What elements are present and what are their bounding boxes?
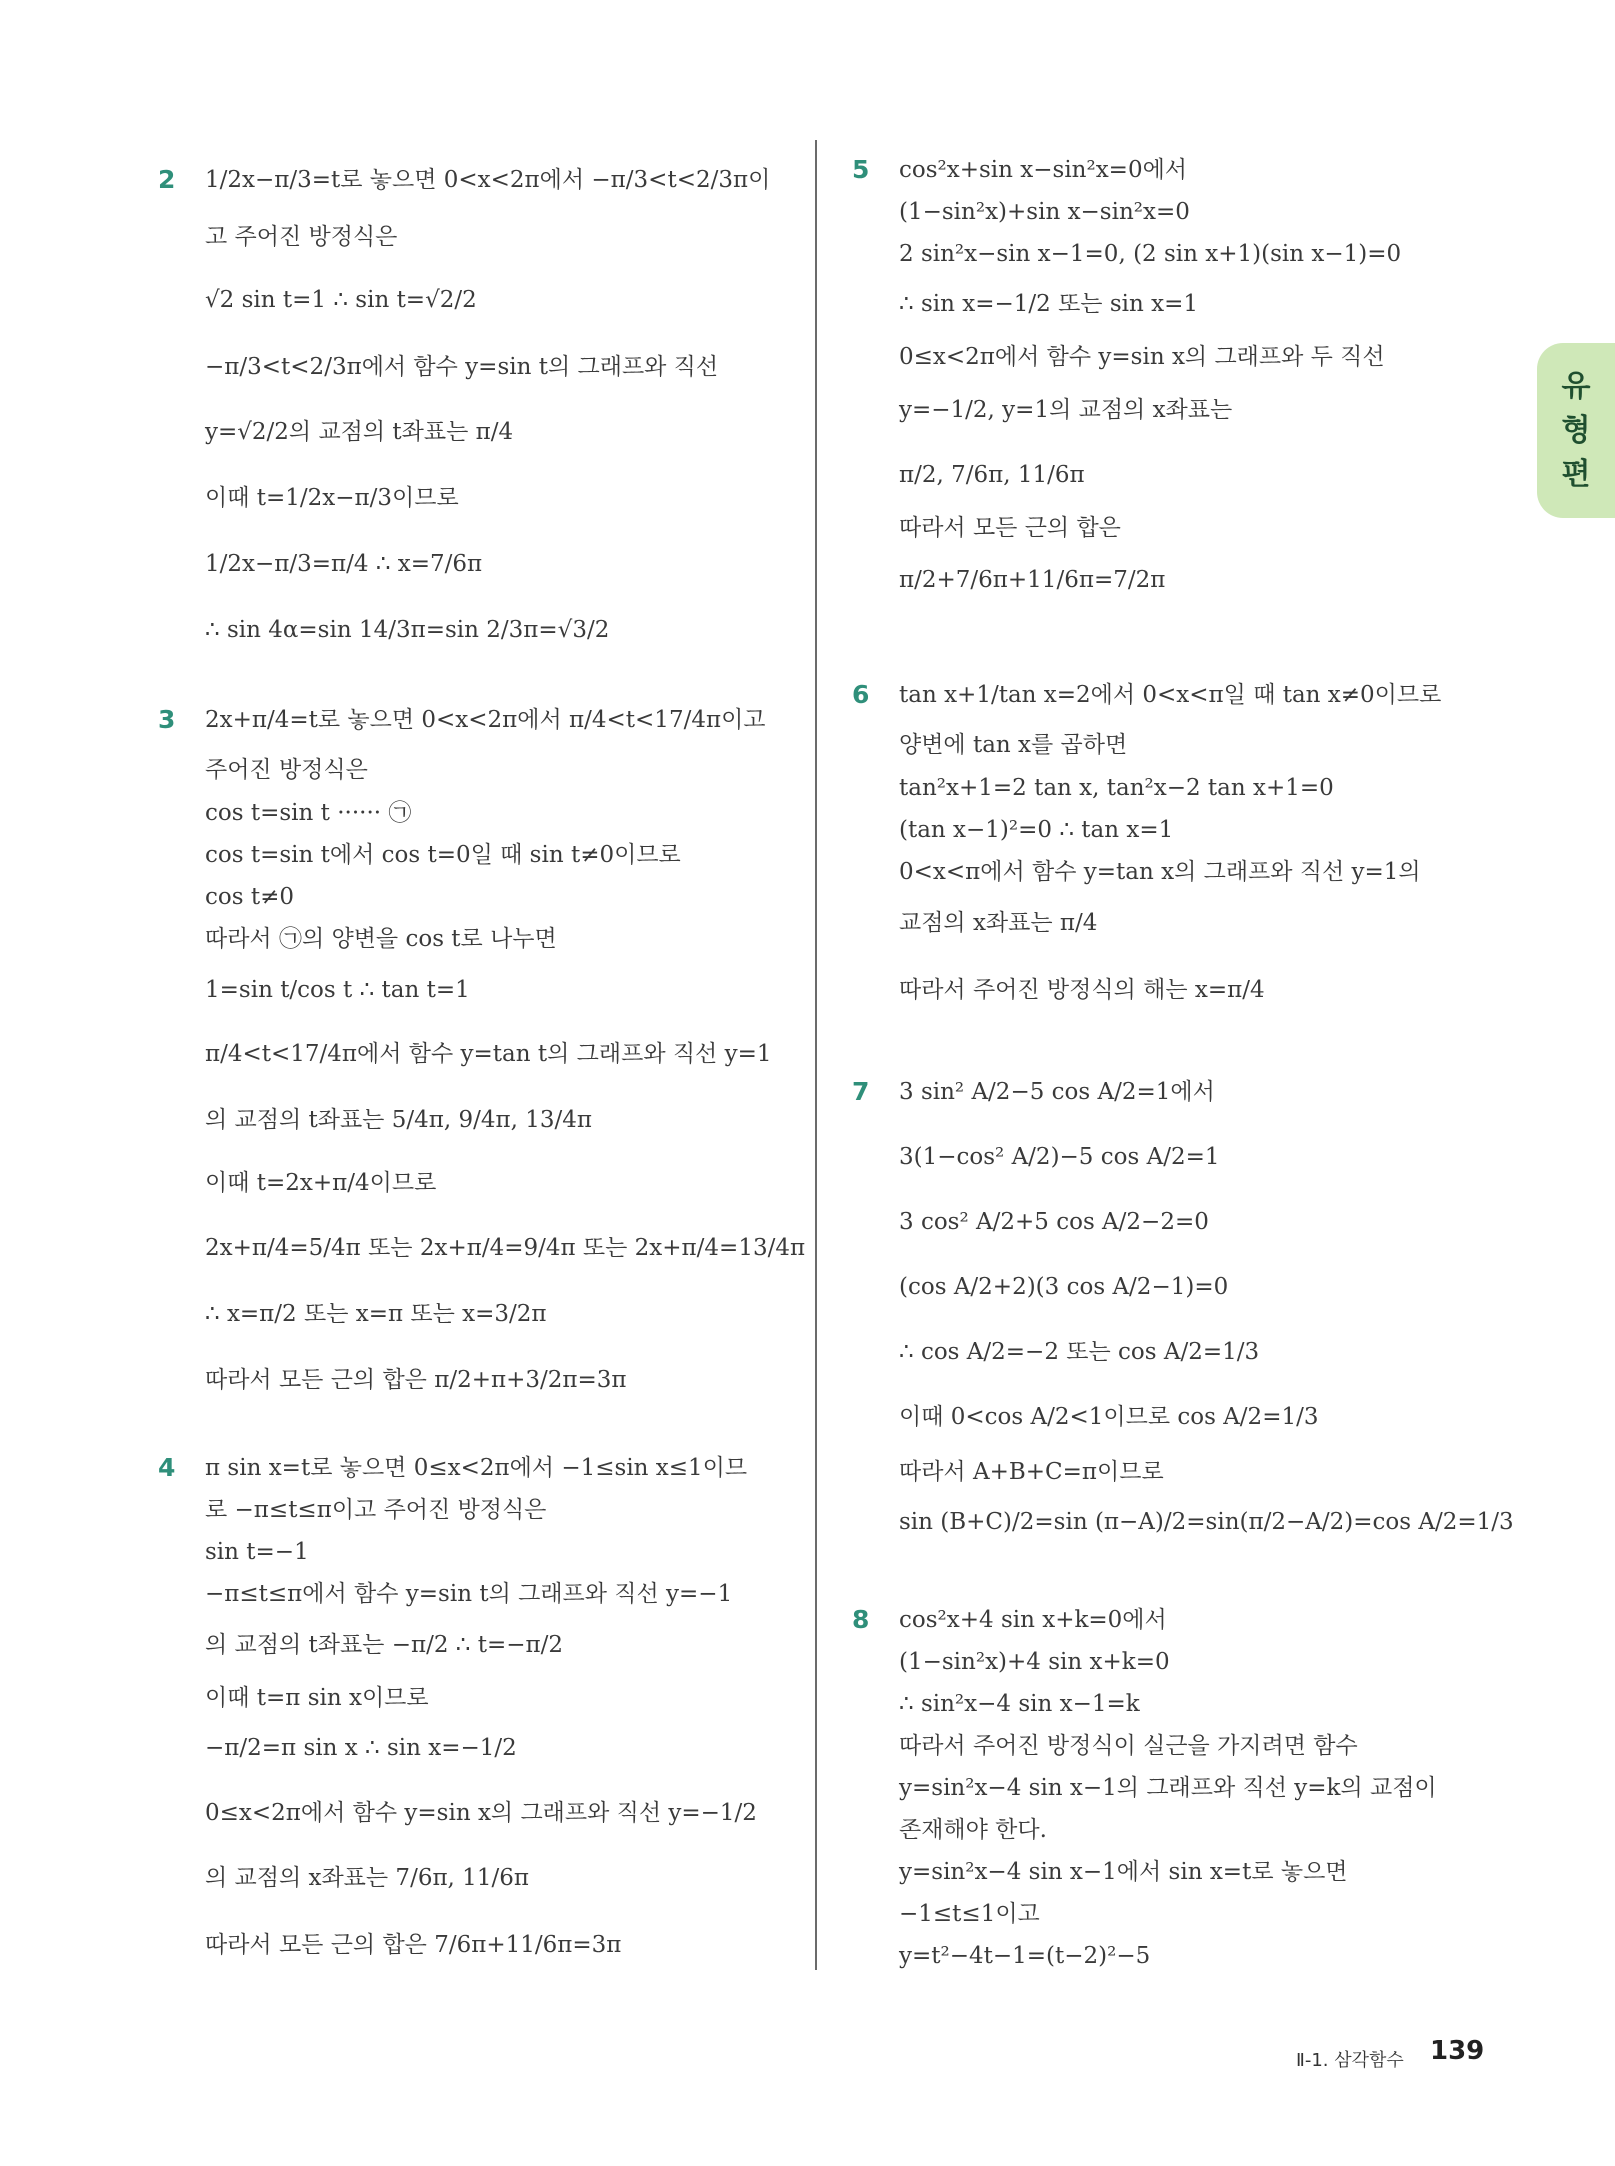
problem-number: 7 (852, 1077, 870, 1106)
solution-line: cos²x+4 sin x+k=0에서 (899, 1607, 1167, 1633)
solution-line: 2x+π/4=t로 놓으면 0<x<2π에서 π/4<t<17/4π이고 (205, 707, 766, 733)
solution-line: 3 cos² A/2+5 cos A/2−2=0 (899, 1209, 1209, 1235)
solution-line: cos t=sin t ······ ㉠ (205, 800, 412, 826)
footer-section-label: Ⅱ-1. 삼각함수 (1296, 2050, 1404, 2071)
column-divider (815, 140, 817, 1970)
solution-line: ∴ x=π/2 또는 x=π 또는 x=3/2π (205, 1301, 547, 1327)
solution-line: 이때 t=π sin x이므로 (205, 1685, 429, 1711)
problem-number: 8 (852, 1605, 870, 1634)
page-number: 139 (1430, 2036, 1485, 2066)
solution-line: ∴ sin 4α=sin 14/3π=sin 2/3π=√3/2 (205, 617, 610, 643)
solution-line: y=−1/2, y=1의 교점의 x좌표는 (899, 397, 1233, 423)
solution-line: tan x+1/tan x=2에서 0<x<π일 때 tan x≠0이므로 (899, 682, 1442, 708)
section-tab (1537, 343, 1615, 518)
solution-line: y=√2/2의 교점의 t좌표는 π/4 (205, 419, 514, 445)
solution-line: ∴ sin x=−1/2 또는 sin x=1 (899, 291, 1198, 317)
solution-line: 따라서 모든 근의 합은 (899, 515, 1121, 541)
solution-line: 2x+π/4=5/4π 또는 2x+π/4=9/4π 또는 2x+π/4=13/4π (205, 1235, 806, 1261)
solution-line: 따라서 ㉠의 양변을 cos t로 나누면 (205, 926, 557, 952)
solution-line: 3(1−cos² A/2)−5 cos A/2=1 (899, 1144, 1220, 1170)
solution-line: 따라서 주어진 방정식의 해는 x=π/4 (899, 977, 1265, 1003)
solution-line: y=t²−4t−1=(t−2)²−5 (899, 1943, 1151, 1969)
solution-line: 로 −π≤t≤π이고 주어진 방정식은 (205, 1497, 547, 1523)
solution-line: 존재해야 한다. (899, 1817, 1047, 1843)
solution-line: tan²x+1=2 tan x, tan²x−2 tan x+1=0 (899, 775, 1334, 801)
problem-number: 5 (852, 155, 870, 184)
solution-line: 의 교점의 t좌표는 5/4π, 9/4π, 13/4π (205, 1107, 592, 1133)
solution-line: 1=sin t/cos t ∴ tan t=1 (205, 977, 470, 1003)
solution-line: 양변에 tan x를 곱하면 (899, 732, 1128, 758)
solution-line: 의 교점의 t좌표는 −π/2 ∴ t=−π/2 (205, 1632, 564, 1658)
problem-number: 3 (158, 705, 176, 734)
solution-line: 3 sin² A/2−5 cos A/2=1에서 (899, 1079, 1215, 1105)
solution-line: (cos A/2+2)(3 cos A/2−1)=0 (899, 1274, 1229, 1300)
solution-line: ∴ cos A/2=−2 또는 cos A/2=1/3 (899, 1339, 1260, 1365)
solution-line: cos t=sin t에서 cos t=0일 때 sin t≠0이므로 (205, 842, 681, 868)
solution-line: 이때 t=1/2x−π/3이므로 (205, 485, 459, 511)
solution-line: π/4<t<17/4π에서 함수 y=tan t의 그래프와 직선 y=1 (205, 1041, 772, 1067)
solution-line: −π/2=π sin x ∴ sin x=−1/2 (205, 1735, 517, 1761)
solution-line: cos²x+sin x−sin²x=0에서 (899, 157, 1188, 183)
solution-line: 주어진 방정식은 (205, 757, 368, 783)
solution-line: 의 교점의 x좌표는 7/6π, 11/6π (205, 1865, 529, 1891)
solution-line: 따라서 모든 근의 합은 π/2+π+3/2π=3π (205, 1367, 627, 1393)
solution-line: ∴ sin²x−4 sin x−1=k (899, 1691, 1140, 1717)
section-tab-label: 유 형 편 (1561, 369, 1591, 492)
solution-line: π/2, 7/6π, 11/6π (899, 462, 1085, 488)
problem-number: 6 (852, 680, 870, 709)
solution-line: sin t=−1 (205, 1539, 309, 1565)
solution-line: (1−sin²x)+sin x−sin²x=0 (899, 199, 1190, 225)
solution-line: 0≤x<2π에서 함수 y=sin x의 그래프와 직선 y=−1/2 (205, 1800, 757, 1826)
problem-number: 4 (158, 1453, 176, 1482)
solution-line: 고 주어진 방정식은 (205, 224, 398, 250)
solution-line: π sin x=t로 놓으면 0≤x<2π에서 −1≤sin x≤1이므 (205, 1455, 748, 1481)
solution-line: −π≤t≤π에서 함수 y=sin t의 그래프와 직선 y=−1 (205, 1581, 733, 1607)
solution-line: 따라서 모든 근의 합은 7/6π+11/6π=3π (205, 1932, 622, 1958)
solution-line: cos t≠0 (205, 884, 294, 910)
solution-line: (1−sin²x)+4 sin x+k=0 (899, 1649, 1170, 1675)
solution-line: (tan x−1)²=0 ∴ tan x=1 (899, 817, 1174, 843)
solution-line: 1/2x−π/3=t로 놓으면 0<x<2π에서 −π/3<t<2/3π이 (205, 167, 771, 193)
solution-line: 이때 0<cos A/2<1이므로 cos A/2=1/3 (899, 1404, 1319, 1430)
solution-line: √2 sin t=1 ∴ sin t=√2/2 (205, 287, 477, 313)
solution-line: −1≤t≤1이고 (899, 1901, 1040, 1927)
solution-line: 따라서 A+B+C=π이므로 (899, 1459, 1164, 1485)
solution-line: sin (B+C)/2=sin (π−A)/2=sin(π/2−A/2)=cos A/2=1/3 (899, 1509, 1514, 1535)
problem-number: 2 (158, 165, 176, 194)
solution-line: y=sin²x−4 sin x−1의 그래프와 직선 y=k의 교점이 (899, 1775, 1437, 1801)
solution-line: 0<x<π에서 함수 y=tan x의 그래프와 직선 y=1의 (899, 859, 1421, 885)
solution-line: −π/3<t<2/3π에서 함수 y=sin t의 그래프와 직선 (205, 354, 719, 380)
solution-line: 따라서 주어진 방정식이 실근을 가지려면 함수 (899, 1733, 1358, 1759)
solution-line: 0≤x<2π에서 함수 y=sin x의 그래프와 두 직선 (899, 344, 1385, 370)
solution-line: 이때 t=2x+π/4이므로 (205, 1170, 437, 1196)
solution-line: 2 sin²x−sin x−1=0, (2 sin x+1)(sin x−1)=0 (899, 241, 1402, 267)
solution-line: π/2+7/6π+11/6π=7/2π (899, 567, 1166, 593)
solution-line: 1/2x−π/3=π/4 ∴ x=7/6π (205, 551, 483, 577)
solution-line: 교점의 x좌표는 π/4 (899, 910, 1098, 936)
solution-line: y=sin²x−4 sin x−1에서 sin x=t로 놓으면 (899, 1859, 1348, 1885)
